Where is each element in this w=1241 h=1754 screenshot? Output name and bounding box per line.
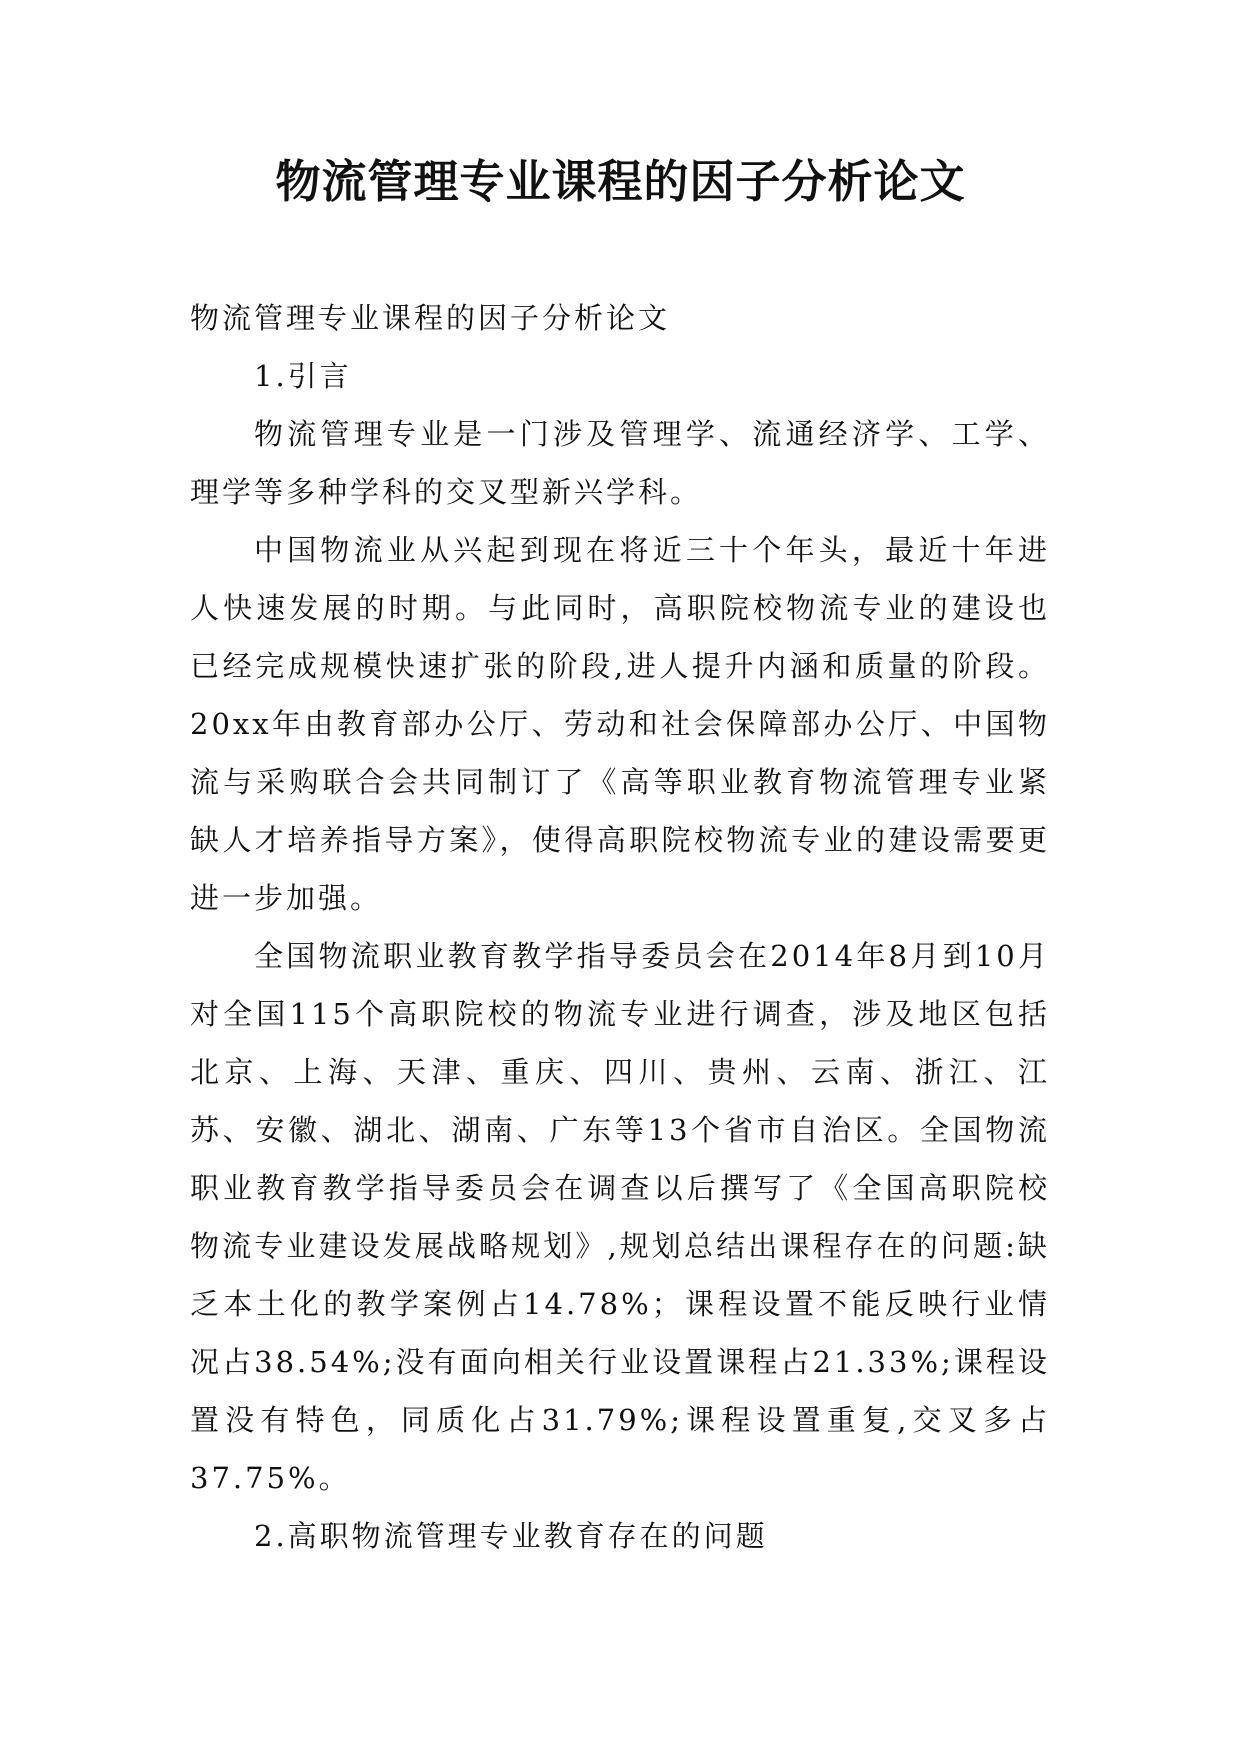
paragraph-survey: 全国物流职业教育教学指导委员会在2014年8月到10月对全国115个高职院校的物流专业进行调查，涉及地区包括北京、上海、天津、重庆、四川、贵州、云南、浙江、江苏、安徽、湖北、湖南、广东等13个省市自治区。全国物流职业教育教学指导委员会在调查以后撰写了《全国高职院校物流专业建设发展战略规划》,规划总结出课程存在的问题:缺乏本土化的教学案例占14.78%；课程设置不能反映行业情况占38.54%;没有面向相关行业设置课程占21.33%;课程设置没有特色，同质化占31.79%;课程设置重复,交叉多占37.75%。 [190, 939, 1050, 1495]
paragraph-background: 中国物流业从兴起到现在将近三十个年头，最近十年进人快速发展的时期。与此同时，高职院校物流专业的建设也已经完成规模快速扩张的阶段,进人提升内涵和质量的阶段。20xx年由教育部办公厅、劳动和社会保障部办公厅、中国物流与采购联合会共同制订了《高等职业教育物流管理专业紧缺人才培养指导方案》，使得高职院校物流专业的建设需要更进一步加强。 [190, 533, 1050, 915]
section-heading-introduction: 1.引言 [254, 359, 352, 393]
section-heading-problems: 2.高职物流管理专业教育存在的问题 [254, 1519, 768, 1553]
document-title: 物流管理专业课程的因子分析论文 [275, 155, 966, 208]
document-body [190, 289, 1050, 1565]
paragraph-definition: 物流管理专业是一门涉及管理学、流通经济学、工学、理学等多种学科的交叉型新兴学科。 [190, 417, 1050, 509]
body-heading-line: 物流管理专业课程的因子分析论文 [190, 301, 671, 335]
